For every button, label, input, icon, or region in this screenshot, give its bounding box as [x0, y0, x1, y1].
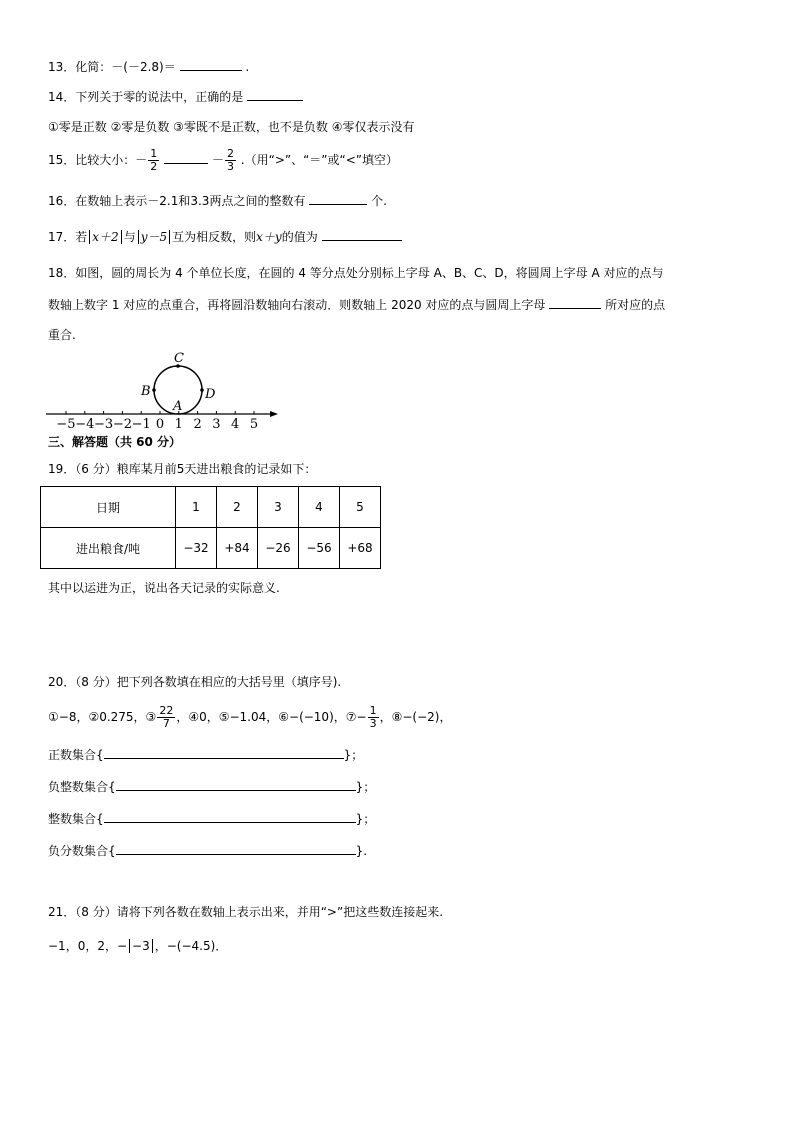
set-negative-integer	[48, 778, 375, 795]
question-16	[48, 192, 387, 209]
q16-suffix: 个.	[371, 194, 387, 208]
grain-record-table	[40, 486, 381, 569]
set-end: }；	[355, 780, 376, 794]
table-row	[41, 487, 381, 528]
set-positive	[48, 746, 363, 763]
q17-abs-1: x＋2	[89, 230, 121, 244]
q16-text: 16．在数轴上表示－2.1和3.3两点之间的整数有	[48, 194, 306, 208]
set-answer-blank[interactable]	[116, 842, 356, 855]
q15-suffix: .（用“>”、“＝”或“<”填空）	[240, 153, 399, 167]
set-label: 负分数集合{	[48, 844, 116, 858]
set-end: }；	[343, 748, 364, 762]
axis-tick-label: 3	[212, 417, 221, 432]
q17-mid: 与	[123, 230, 136, 244]
axis-tick-label: −2	[112, 417, 132, 432]
q18-line-3: 重合.	[48, 328, 76, 342]
q13-suffix: .	[245, 60, 250, 74]
q14-answer-blank[interactable]	[247, 88, 303, 101]
table-row	[41, 528, 381, 569]
table-cell: 1	[176, 487, 217, 528]
q20-fraction-2: $\frac{1}{3}$	[369, 704, 377, 730]
set-answer-blank[interactable]	[104, 746, 344, 759]
set-label: 正数集合{	[48, 748, 104, 762]
q17-expr: x＋y	[256, 230, 282, 244]
q17-suffix: 的值为	[281, 230, 318, 244]
q13-answer-blank[interactable]	[180, 58, 242, 71]
question-15	[48, 146, 398, 174]
q15-fraction-1: $\frac{1}{2}$	[150, 147, 158, 173]
q17-prefix: 17．若	[48, 230, 88, 244]
q21-numbers-suffix: ，−(−4.5)．	[154, 939, 228, 953]
axis-tick-label: 4	[231, 417, 240, 432]
q21-numbers	[48, 938, 227, 954]
q15-fraction-2: $\frac{2}{3}$	[226, 147, 234, 173]
table-cell: −56	[299, 528, 340, 569]
axis-tick-label: 5	[249, 417, 259, 432]
table-cell: −32	[176, 528, 217, 569]
q19-text: 19．（6 分）粮库某月前5天进出粮食的记录如下：	[48, 462, 317, 476]
label-a: A	[173, 399, 183, 414]
table-header-date: 日期	[41, 487, 176, 528]
table-cell: −26	[258, 528, 299, 569]
point-d	[200, 388, 204, 392]
set-end: }；	[355, 812, 376, 826]
q17-abs-2: y－5	[138, 230, 170, 244]
q18-line-2: 数轴上数字 1 对应的点重合，再将圆沿数轴向右滚动．则数轴上 2020 对应的点与圆周上字母	[48, 298, 546, 312]
axis-tick-label: 0	[155, 417, 165, 432]
q15-minus: －	[211, 153, 224, 167]
set-integer	[48, 810, 375, 827]
label-b: B	[141, 384, 151, 399]
axis-arrow-icon	[270, 411, 278, 417]
label-c: C	[174, 351, 184, 366]
question-13	[48, 58, 249, 75]
q20-numbers-part-3: ，⑧−(−2)，	[379, 710, 452, 724]
axis-tick-label: −4	[75, 417, 95, 432]
q13-text: 13．化简：－(－2.8)＝	[48, 60, 176, 74]
axis-tick-label: 2	[193, 417, 202, 432]
table-cell: +68	[340, 528, 381, 569]
q14-options: ①零是正数 ②零是负数 ③零既不是正数，也不是负数 ④零仅表示没有	[48, 120, 415, 134]
set-answer-blank[interactable]	[104, 810, 356, 823]
q15-prefix: 15．比较大小：－	[48, 153, 148, 167]
table-cell: 3	[258, 487, 299, 528]
question-14	[48, 88, 303, 105]
q21-numbers-prefix: −1，0，2，−	[48, 939, 128, 953]
q20-fraction: $\frac{22}{7}$	[159, 704, 174, 730]
set-end: }.	[355, 844, 368, 858]
q21-abs: −3	[129, 939, 153, 953]
q21-text: 21．（8 分）请将下列各数在数轴上表示出来，并用“>”把这些数连接起来.	[48, 905, 444, 919]
q18-line-1: 18．如图，圆的周长为 4 个单位长度，在圆的 4 等分点处分别标上字母 A、B、C、D，将圆周上字母 A 对应的点与	[48, 266, 664, 280]
q14-text: 14．下列关于零的说法中，正确的是	[48, 90, 244, 104]
axis-tick-label: −5	[56, 417, 76, 432]
table-cell: 4	[299, 487, 340, 528]
q17-mid2: 互为相反数，则	[172, 230, 257, 244]
table-cell: +84	[217, 528, 258, 569]
axis-tick-label: −1	[131, 417, 151, 432]
q19-note: 其中以运进为正，说出各天记录的实际意义.	[48, 581, 280, 595]
point-b	[152, 388, 156, 392]
table-cell: 2	[217, 487, 258, 528]
q20-numbers-part-2: ，④0，⑤−1.04，⑥−(−10)，⑦−	[176, 710, 367, 724]
set-answer-blank[interactable]	[116, 778, 356, 791]
axis-tick-label: 1	[174, 417, 183, 432]
question-17	[48, 228, 402, 245]
q18-answer-blank[interactable]	[549, 296, 601, 309]
set-label: 整数集合{	[48, 812, 104, 826]
number-line-figure	[40, 346, 290, 434]
q20-text: 20．（8 分）把下列各数填在相应的大括号里（填序号).	[48, 675, 342, 689]
set-label: 负整数集合{	[48, 780, 116, 794]
q18-line-2-suffix: 所对应的点	[605, 298, 666, 312]
question-18	[48, 296, 665, 313]
q20-numbers	[48, 702, 451, 732]
q16-answer-blank[interactable]	[309, 192, 367, 205]
q17-answer-blank[interactable]	[322, 228, 402, 241]
axis-tick-label: −3	[94, 417, 114, 432]
table-cell: 5	[340, 487, 381, 528]
section-3-heading: 三、解答题（共 60 分）	[48, 435, 182, 449]
table-header-amount: 进出粮食/吨	[41, 528, 176, 569]
set-negative-fraction	[48, 842, 367, 859]
q20-numbers-part-1: ①−8，②0.275，③	[48, 710, 157, 724]
label-d: D	[205, 387, 216, 402]
q15-answer-blank[interactable]	[164, 151, 208, 164]
